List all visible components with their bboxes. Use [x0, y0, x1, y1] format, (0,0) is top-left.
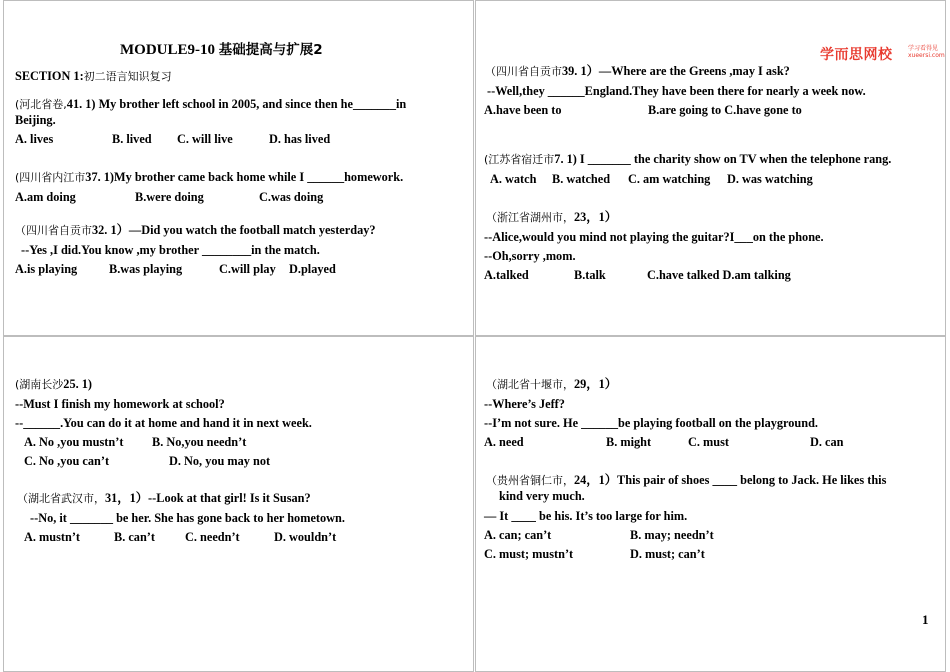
option-a[interactable]: A. lives: [15, 132, 54, 146]
question-source: （浙江省湖州市，: [486, 211, 574, 224]
question-7-source: (湖南长沙25. 1): [15, 377, 92, 391]
option-c[interactable]: C. will live: [177, 132, 233, 146]
option-a[interactable]: A. watch: [490, 172, 537, 186]
question-source: (四川省内江市: [15, 171, 86, 184]
question-3-line2: --Yes ,I did.You know ,my brother ________in the match.: [21, 243, 320, 257]
question-9-source: （湖北省十堰市，29，1）: [486, 377, 618, 391]
question-10-stem-cont: kind very much.: [499, 489, 585, 503]
page-title: MODULE9-10 基础提高与扩展2: [120, 42, 323, 58]
option-d[interactable]: D. can: [810, 435, 844, 449]
question-4-stem: （四川省自贡市39. 1）—Where are the Greens ,may I ask?: [485, 64, 790, 78]
option-b[interactable]: B. lived: [112, 132, 152, 146]
option-a[interactable]: A.is playing: [15, 262, 78, 276]
brand-url: xueersi.com: [908, 52, 945, 59]
option-a[interactable]: A.have been to: [484, 103, 562, 117]
question-6-line1: --Alice,would you mind not playing the guitar?I___on the phone.: [484, 230, 824, 244]
option-b[interactable]: B. watched: [552, 172, 611, 186]
option-b[interactable]: B. can’t: [114, 530, 155, 544]
brand-sub: [908, 45, 945, 59]
question-source: （湖北省十堰市，: [486, 378, 574, 391]
question-4-line2: --Well,they ______England.They have been there for nearly a week now.: [487, 84, 866, 98]
brand-name: 学而思网校: [820, 47, 893, 63]
option-c[interactable]: C. needn’t: [185, 530, 240, 544]
option-c[interactable]: C. No ,you can’t: [24, 454, 110, 468]
option-c[interactable]: C. must; mustn’t: [484, 547, 574, 561]
question-1-stem-cont: Beijing.: [15, 113, 56, 127]
option-c[interactable]: C.was doing: [259, 190, 324, 204]
question-7-line1: --Must I finish my homework at school?: [15, 397, 225, 411]
option-b[interactable]: B. No,you needn’t: [152, 435, 247, 449]
option-a[interactable]: A.am doing: [15, 190, 76, 204]
question-7-line2: --______.You can do it at home and hand it in next week.: [15, 416, 312, 430]
question-9-line1: --Where’s Jeff?: [484, 397, 565, 411]
option-b[interactable]: B.were doing: [135, 190, 204, 204]
question-2-stem: (四川省内江市37. 1)My brother came back home while I ______homework.: [15, 170, 404, 184]
option-d[interactable]: D.played: [289, 262, 336, 276]
option-d[interactable]: D. No, you may not: [169, 454, 271, 468]
option-a[interactable]: A. can; can’t: [484, 528, 552, 542]
option-a[interactable]: A.talked: [484, 268, 529, 282]
option-c-d[interactable]: C.have talked D.am talking: [647, 268, 791, 282]
question-8-stem: （湖北省武汉市，31，1）--Look at that girl! Is it Susan?: [17, 491, 311, 505]
section-heading: SECTION 1:初二语言知识复习: [15, 69, 172, 83]
question-source: (江苏省宿迁市: [484, 153, 555, 166]
option-d[interactable]: D. wouldn’t: [274, 530, 337, 544]
option-c[interactable]: C.will play: [219, 262, 276, 276]
option-c[interactable]: C. must: [688, 435, 729, 449]
question-source: （四川省自贡市: [485, 65, 562, 78]
option-d[interactable]: D. has lived: [269, 132, 331, 146]
option-b[interactable]: B. may; needn’t: [630, 528, 714, 542]
option-a[interactable]: A. need: [484, 435, 524, 449]
option-c[interactable]: C. am watching: [628, 172, 711, 186]
option-d[interactable]: D. was watching: [727, 172, 813, 186]
page-number: 1: [922, 612, 929, 627]
question-source: (河北省卷,: [15, 98, 67, 111]
option-d[interactable]: D. must; can’t: [630, 547, 705, 561]
option-b[interactable]: B.was playing: [109, 262, 183, 276]
option-b-c[interactable]: B.are going to C.have gone to: [648, 103, 802, 117]
question-source: (湖南长沙: [15, 378, 64, 391]
question-9-line2: --I’m not sure. He ______be playing football on the playground.: [484, 416, 818, 430]
question-3-stem: （四川省自贡市32. 1）—Did you watch the football match yesterday?: [15, 223, 376, 237]
option-a[interactable]: A. No ,you mustn’t: [24, 435, 124, 449]
question-10-line3: — It ____ be his. It’s too large for him.: [484, 509, 688, 523]
question-8-line2: --No, it _______ be her. She has gone back to her hometown.: [30, 511, 345, 525]
question-6-source: （浙江省湖州市，23，1）: [486, 210, 618, 224]
option-a[interactable]: A. mustn’t: [24, 530, 81, 544]
brand-logo: [820, 44, 945, 64]
question-source: （湖北省武汉市，: [17, 492, 105, 505]
question-6-line2: --Oh,sorry ,mom.: [484, 249, 576, 263]
option-b[interactable]: B. might: [606, 435, 652, 449]
question-5-stem: (江苏省宿迁市7. 1) I _______ the charity show on TV when the telephone rang.: [484, 152, 892, 166]
option-b[interactable]: B.talk: [574, 268, 606, 282]
brand-tagline: 学习看得见: [908, 45, 939, 52]
question-10-stem: （贵州省铜仁市，24，1）This pair of shoes ____ belong to Jack. He likes this: [486, 473, 887, 487]
question-source: （四川省自贡市: [15, 224, 92, 237]
question-1-stem: (河北省卷,41. 1) My brother left school in 2005, and since then he_______in: [15, 97, 407, 111]
question-source: （贵州省铜仁市，: [486, 474, 574, 487]
